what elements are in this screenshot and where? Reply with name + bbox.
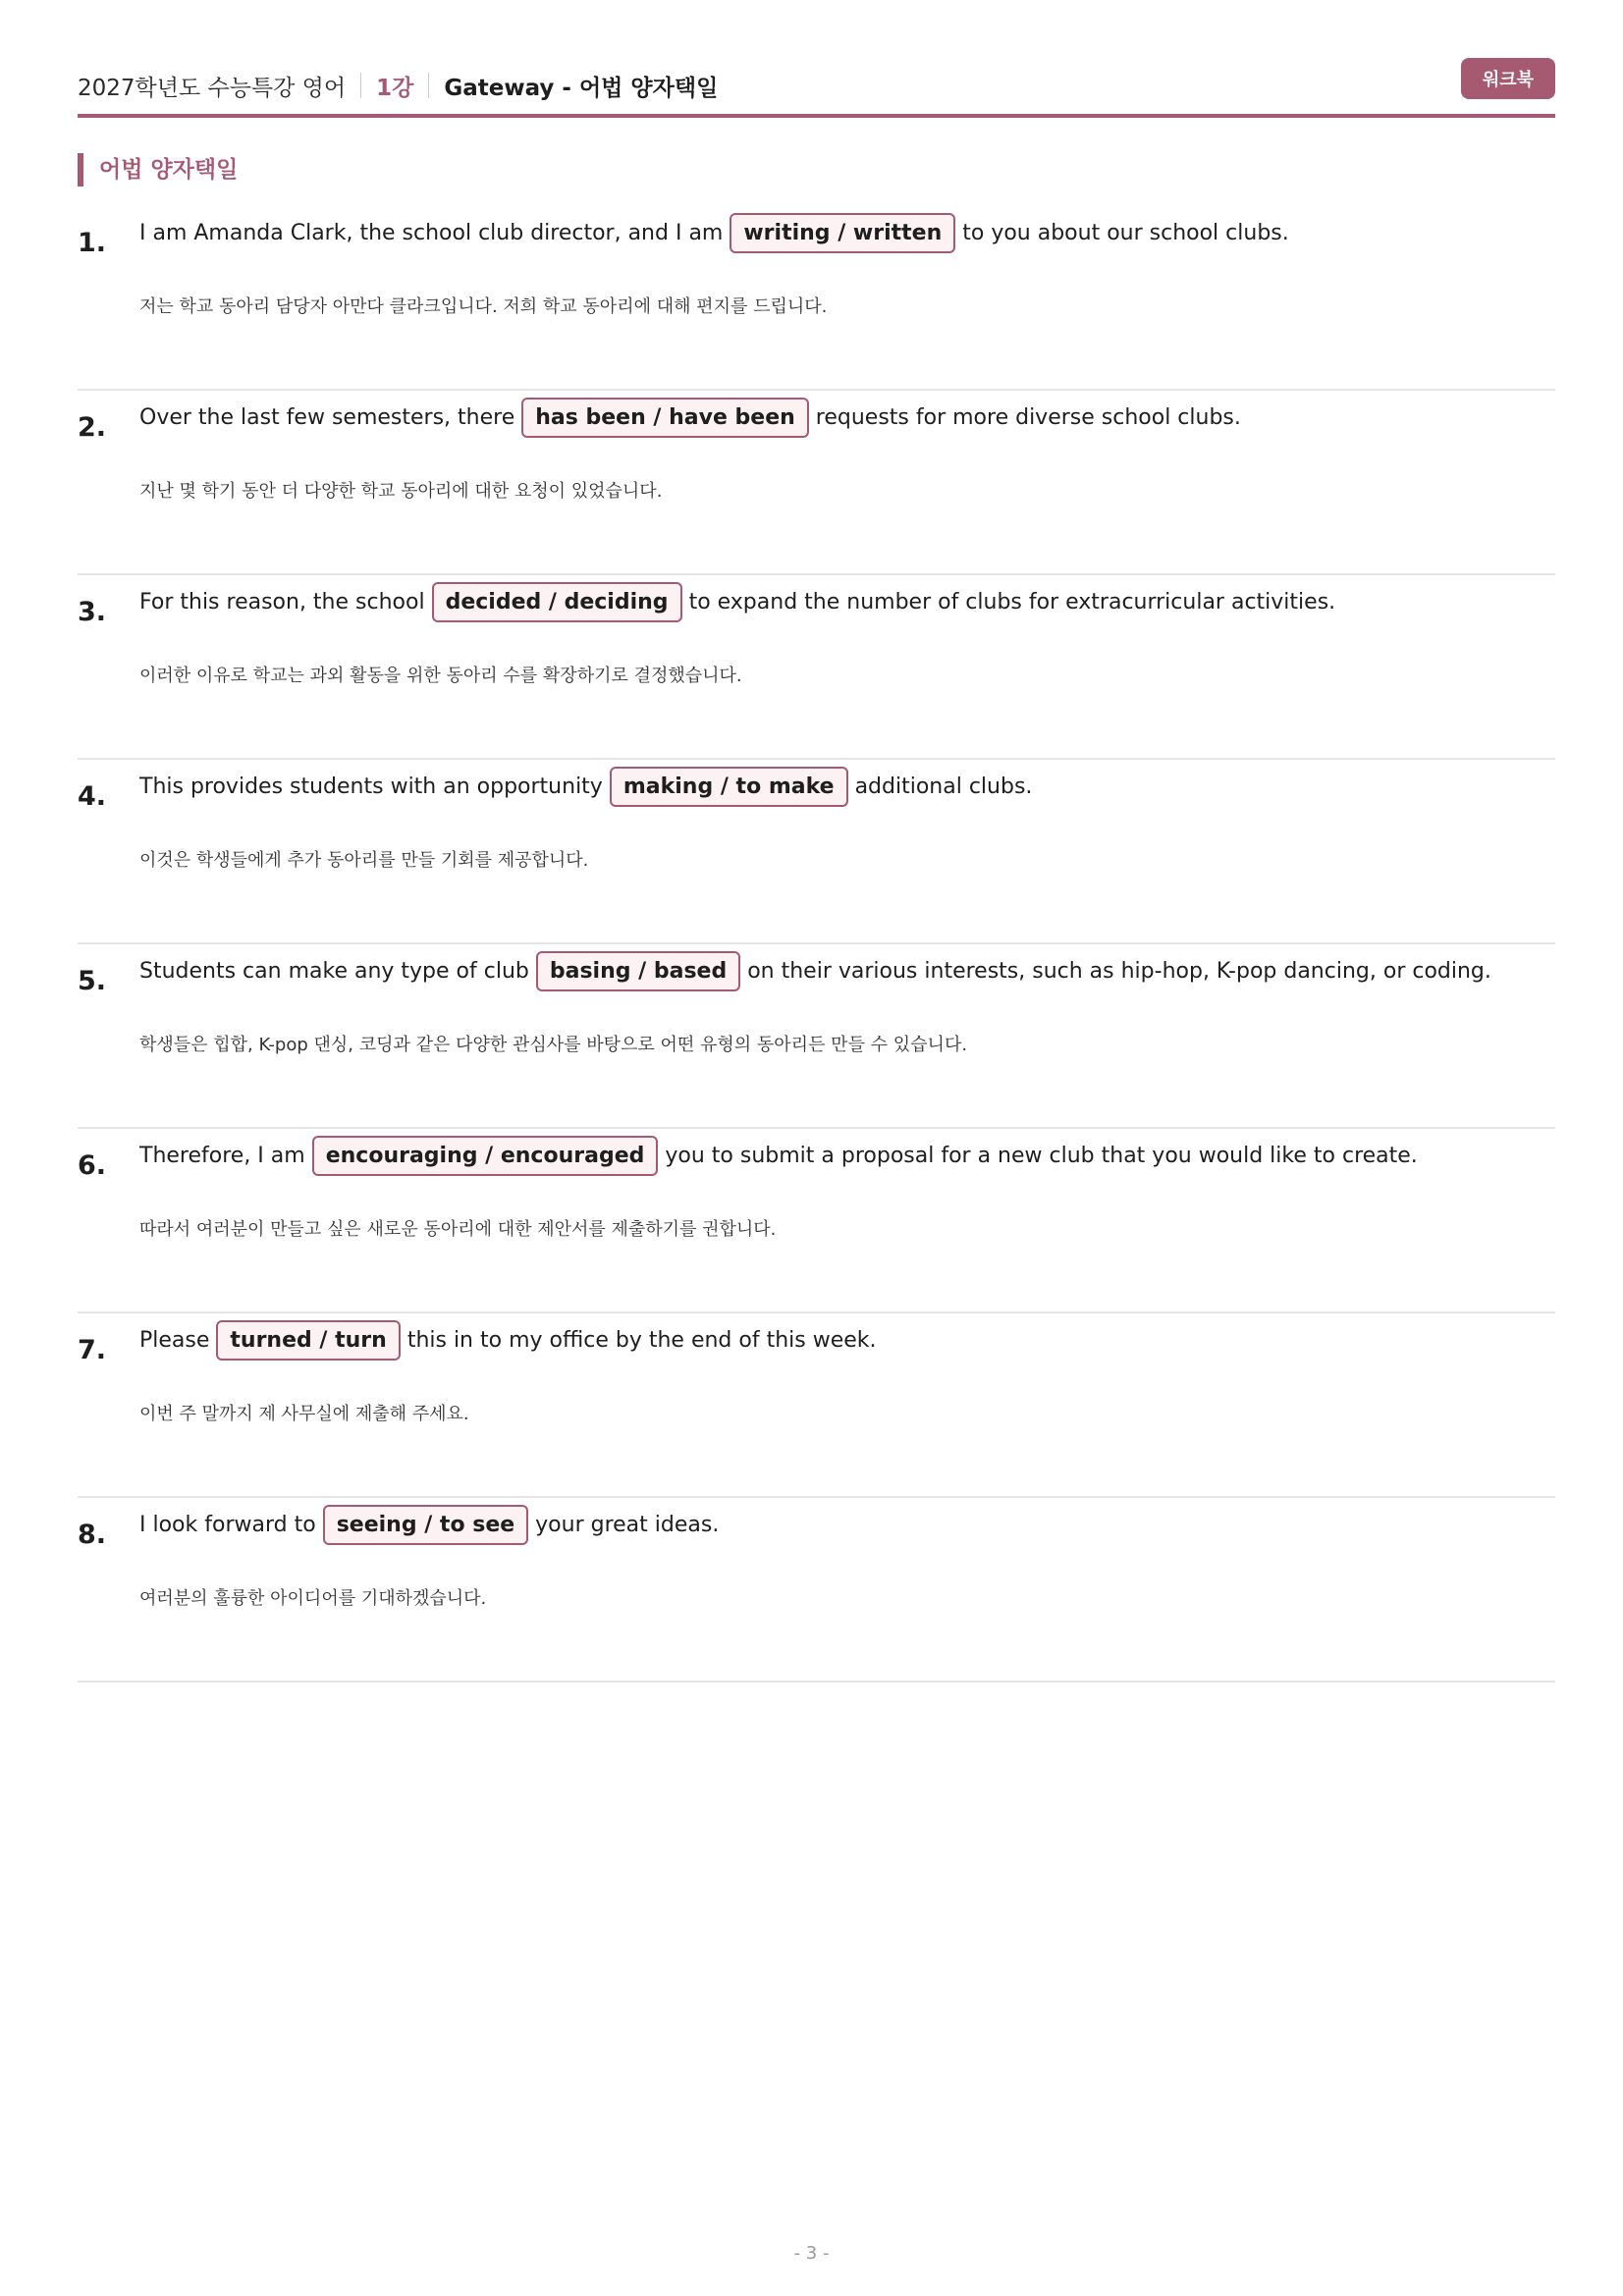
sentence-before: I look forward to [139, 1512, 316, 1537]
sentence-after: on their various interests, such as hip-hop, K-pop dancing, or coding. [747, 958, 1491, 984]
grammar-choice-box: turned / turn [216, 1320, 400, 1361]
korean-translation: 따라서 여러분이 만들고 싶은 새로운 동아리에 대한 제안서를 제출하기를 권합니다. [139, 1219, 777, 1240]
lesson-number: 1강 [376, 75, 414, 101]
page-number: - 3 - [793, 2243, 830, 2264]
korean-translation: 이러한 이유로 학교는 과외 활동을 위한 동아리 수를 확장하기로 결정했습니다. [139, 666, 742, 686]
korean-translation: 이것은 학생들에게 추가 동아리를 만들 기회를 제공합니다. [139, 850, 589, 871]
question-sentence [139, 210, 1289, 255]
question-item [78, 1129, 1555, 1313]
question-number: 4. [78, 781, 107, 812]
question-number: 1. [78, 228, 107, 258]
grammar-choice-box: making / to make [610, 767, 848, 807]
korean-translation: 지난 몇 학기 동안 더 다양한 학교 동아리에 대한 요청이 있었습니다. [139, 481, 663, 502]
question-item [78, 206, 1555, 391]
header-divider [360, 73, 361, 98]
sentence-after: this in to my office by the end of this week. [406, 1327, 877, 1353]
question-item [78, 391, 1555, 575]
sentence-after: you to submit a proposal for a new club that you would like to create. [665, 1143, 1418, 1168]
question-number: 8. [78, 1520, 107, 1550]
question-number: 6. [78, 1150, 107, 1181]
grammar-choice-box: writing / written [730, 213, 955, 253]
question-sentence [139, 1317, 877, 1362]
grammar-choice-box: seeing / to see [323, 1505, 528, 1545]
question-number: 3. [78, 597, 107, 627]
sentence-after: additional clubs. [854, 774, 1033, 799]
korean-translation: 이번 주 말까지 제 사무실에 제출해 주세요. [139, 1404, 469, 1424]
question-item [78, 1498, 1555, 1682]
question-list [78, 206, 1555, 1682]
section-title: 어법 양자택일 [78, 153, 238, 187]
sentence-before: I am Amanda Clark, the school club director, and I am [139, 220, 724, 245]
header-divider [428, 73, 429, 98]
sentence-before: This provides students with an opportunity [139, 774, 603, 799]
question-number: 2. [78, 412, 107, 443]
grammar-choice-box: encouraging / encouraged [312, 1136, 659, 1176]
sentence-after: requests for more diverse school clubs. [815, 404, 1241, 430]
sentence-before: Therefore, I am [139, 1143, 305, 1168]
page-header [78, 57, 1555, 118]
question-sentence [139, 1502, 719, 1547]
sentence-after: your great ideas. [535, 1512, 720, 1537]
sentence-before: Please [139, 1327, 210, 1353]
question-item [78, 1313, 1555, 1498]
question-number: 5. [78, 966, 107, 996]
sentence-before: Students can make any type of club [139, 958, 529, 984]
question-item [78, 760, 1555, 944]
sentence-before: Over the last few semesters, there [139, 404, 515, 430]
korean-translation: 저는 학교 동아리 담당자 아만다 클라크입니다. 저희 학교 동아리에 대해 편지를 드립니다. [139, 296, 828, 317]
question-sentence [139, 764, 1032, 809]
grammar-choice-box: decided / deciding [432, 582, 682, 622]
question-sentence [139, 395, 1241, 440]
grammar-choice-box: basing / based [536, 951, 740, 991]
sentence-after: to expand the number of clubs for extracurricular activities. [688, 589, 1336, 614]
question-sentence [139, 948, 1491, 993]
question-item [78, 944, 1555, 1129]
sentence-after: to you about our school clubs. [962, 220, 1289, 245]
korean-translation: 여러분의 훌륭한 아이디어를 기대하겠습니다. [139, 1588, 487, 1609]
question-number: 7. [78, 1335, 107, 1365]
korean-translation: 학생들은 힙합, K-pop 댄싱, 코딩과 같은 다양한 관심사를 바탕으로 어떤 유형의 동아리든 만들 수 있습니다. [139, 1035, 968, 1055]
question-item [78, 575, 1555, 760]
page-title: Gateway - 어법 양자택일 [444, 75, 719, 101]
grammar-choice-box: has been / have been [521, 398, 809, 438]
workbook-badge: 워크북 [1461, 58, 1555, 99]
sentence-before: For this reason, the school [139, 589, 425, 614]
course-title: 2027학년도 수능특강 영어 [78, 75, 347, 101]
question-sentence [139, 1133, 1418, 1178]
question-sentence [139, 579, 1335, 624]
